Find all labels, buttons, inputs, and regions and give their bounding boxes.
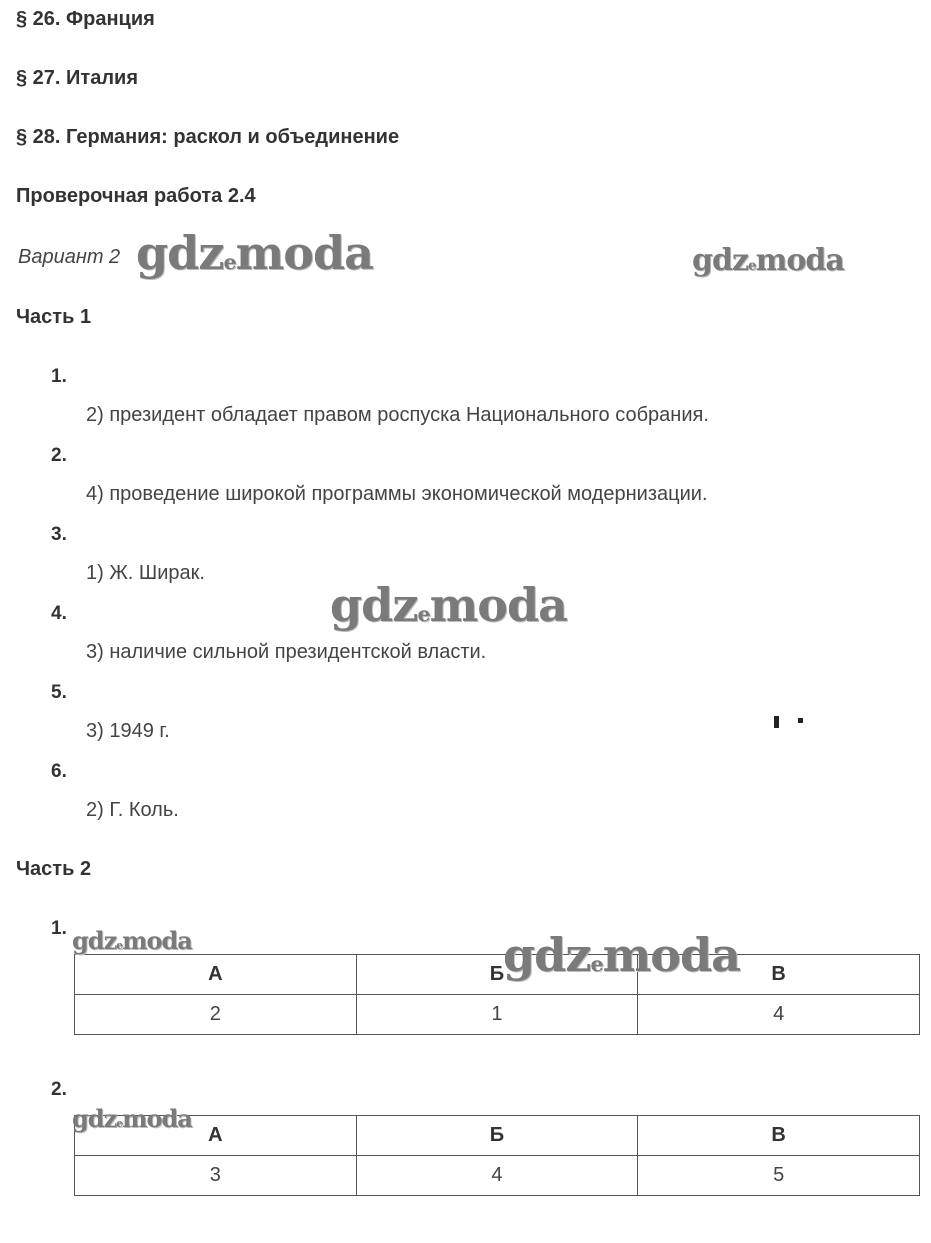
table-header-cell: В [638,1116,920,1156]
part1-question-number: 3. [51,524,67,545]
watermark: gdzemoda [72,926,192,955]
table-header-row [75,1116,920,1156]
part1-answer: 2) Г. Коль. [86,799,179,821]
part2-task-number: 2. [51,1079,67,1100]
part1-answer: 4) проведение широкой программы экономической модернизации. [86,483,708,505]
stray-mark [774,716,779,728]
watermark: gdzemoda [136,226,373,280]
table-cell: 4 [638,995,920,1035]
table-cell: 1 [356,995,638,1035]
test-title: Проверочная работа 2.4 [16,185,256,207]
section-heading-27: § 27. Италия [16,67,139,89]
part1-question-number: 4. [51,603,67,624]
part2-task-number: 1. [51,918,67,939]
table-header-row [75,955,920,995]
watermark: gdzemoda [503,928,740,982]
watermark: gdzemoda [330,578,567,632]
table-cell: 5 [638,1156,920,1196]
table-header-cell: Б [356,1116,638,1156]
table-cell: 2 [75,995,357,1035]
part1-answer: 3) 1949 г. [86,720,170,742]
answer-table [74,954,920,1035]
section-heading-28: § 28. Германия: раскол и объединение [16,126,400,148]
part1-question-number: 1. [51,366,67,387]
part1-answer: 1) Ж. Ширак. [86,562,205,584]
answer-table [74,1115,920,1196]
part1-question-number: 5. [51,682,67,703]
part1-question-number: 6. [51,761,67,782]
table-header-cell: А [75,1116,357,1156]
table-cell: 4 [356,1156,638,1196]
watermark: gdzemoda [72,1104,192,1133]
stray-mark [798,718,803,723]
part1-title: Часть 1 [16,306,92,328]
table-header-cell: Б [356,955,638,995]
variant-label: Вариант 2 [18,246,121,268]
table-row [75,1156,920,1196]
part2-title: Часть 2 [16,858,92,880]
table-header-cell: В [638,955,920,995]
table-header-cell: А [75,955,357,995]
table-row [75,995,920,1035]
watermark: gdzemoda [692,243,844,278]
part1-question-number: 2. [51,445,67,466]
part1-answer: 3) наличие сильной президентской власти. [86,641,487,663]
section-heading-26: § 26. Франция [16,8,155,30]
table-cell: 3 [75,1156,357,1196]
part1-answer: 2) президент обладает правом роспуска Национального собрания. [86,404,709,426]
